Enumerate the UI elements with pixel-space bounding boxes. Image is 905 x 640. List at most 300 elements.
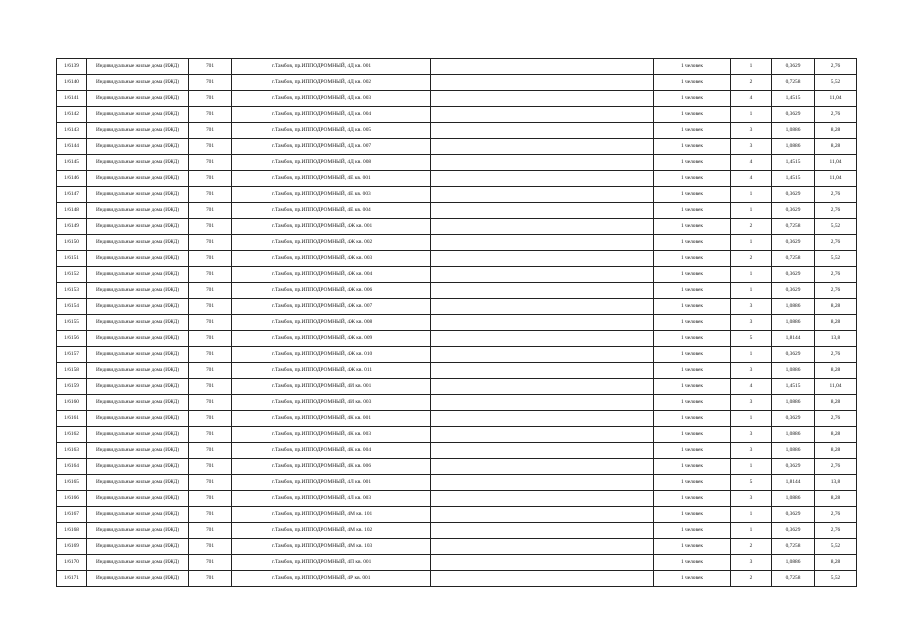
code-cell: 701 — [189, 315, 232, 331]
unit-cell: 1 человек — [654, 107, 731, 123]
row-id-cell: 1/6143 — [57, 123, 87, 139]
quantity-cell: 1 — [731, 347, 772, 363]
coefficient-cell: 1,0886 — [772, 299, 815, 315]
quantity-cell: 1 — [731, 107, 772, 123]
amount-cell: 5,52 — [815, 75, 857, 91]
quantity-cell: 3 — [731, 139, 772, 155]
unit-cell: 1 человек — [654, 555, 731, 571]
coefficient-cell: 1,0886 — [772, 443, 815, 459]
housing-type-cell: Индивидуальные жилые дома (ИЖД) — [87, 443, 189, 459]
row-id-cell: 1/6171 — [57, 571, 87, 587]
table-row — [57, 299, 857, 315]
amount-cell: 8,28 — [815, 443, 857, 459]
code-cell: 701 — [189, 427, 232, 443]
code-cell: 701 — [189, 523, 232, 539]
notes-cell — [431, 219, 654, 235]
table-row — [57, 363, 857, 379]
quantity-cell: 3 — [731, 315, 772, 331]
unit-cell: 1 человек — [654, 267, 731, 283]
amount-cell: 13,8 — [815, 331, 857, 347]
address-cell: г.Тамбов, пр.ИППОДРОМНЫЙ, 4Д кв. 005 — [232, 123, 431, 139]
code-cell: 701 — [189, 571, 232, 587]
coefficient-cell: 0,3629 — [772, 267, 815, 283]
amount-cell: 8,28 — [815, 395, 857, 411]
coefficient-cell: 1,0886 — [772, 427, 815, 443]
housing-type-cell: Индивидуальные жилые дома (ИЖД) — [87, 283, 189, 299]
amount-cell: 2,76 — [815, 411, 857, 427]
coefficient-cell: 1,0886 — [772, 491, 815, 507]
row-id-cell: 1/6151 — [57, 251, 87, 267]
coefficient-cell: 1,0886 — [772, 395, 815, 411]
notes-cell — [431, 459, 654, 475]
unit-cell: 1 человек — [654, 427, 731, 443]
housing-type-cell: Индивидуальные жилые дома (ИЖД) — [87, 475, 189, 491]
row-id-cell: 1/6167 — [57, 507, 87, 523]
notes-cell — [431, 155, 654, 171]
row-id-cell: 1/6161 — [57, 411, 87, 427]
address-cell: г.Тамбов, пр.ИППОДРОМНЫЙ, 4Д кв. 004 — [232, 107, 431, 123]
code-cell: 701 — [189, 59, 232, 75]
housing-type-cell: Индивидуальные жилые дома (ИЖД) — [87, 491, 189, 507]
table-row — [57, 331, 857, 347]
address-cell: г.Тамбов, пр.ИППОДРОМНЫЙ, 4Д кв. 003 — [232, 91, 431, 107]
table-row — [57, 459, 857, 475]
unit-cell: 1 человек — [654, 283, 731, 299]
quantity-cell: 3 — [731, 123, 772, 139]
code-cell: 701 — [189, 267, 232, 283]
code-cell: 701 — [189, 555, 232, 571]
address-cell: г.Тамбов, пр.ИППОДРОМНЫЙ, 4Д кв. 002 — [232, 75, 431, 91]
notes-cell — [431, 411, 654, 427]
address-cell: г.Тамбов, пр.ИППОДРОМНЫЙ, 4Ж кв. 010 — [232, 347, 431, 363]
address-cell: г.Тамбов, пр.ИППОДРОМНЫЙ, 4К кв. 006 — [232, 459, 431, 475]
amount-cell: 11,04 — [815, 155, 857, 171]
amount-cell: 8,28 — [815, 299, 857, 315]
amount-cell: 8,28 — [815, 315, 857, 331]
table-row — [57, 155, 857, 171]
coefficient-cell: 0,3629 — [772, 347, 815, 363]
quantity-cell: 1 — [731, 203, 772, 219]
housing-type-cell: Индивидуальные жилые дома (ИЖД) — [87, 539, 189, 555]
row-id-cell: 1/6169 — [57, 539, 87, 555]
unit-cell: 1 человек — [654, 395, 731, 411]
unit-cell: 1 человек — [654, 155, 731, 171]
notes-cell — [431, 331, 654, 347]
address-cell: г.Тамбов, пр.ИППОДРОМНЫЙ, 4К кв. 001 — [232, 411, 431, 427]
coefficient-cell: 1,4515 — [772, 379, 815, 395]
code-cell: 701 — [189, 171, 232, 187]
table-row — [57, 203, 857, 219]
table-row — [57, 427, 857, 443]
address-cell: г.Тамбов, пр.ИППОДРОМНЫЙ, 4Д кв. 001 — [232, 59, 431, 75]
amount-cell: 11,04 — [815, 379, 857, 395]
code-cell: 701 — [189, 75, 232, 91]
amount-cell: 8,28 — [815, 363, 857, 379]
coefficient-cell: 1,4515 — [772, 171, 815, 187]
coefficient-cell: 0,3629 — [772, 59, 815, 75]
code-cell: 701 — [189, 187, 232, 203]
unit-cell: 1 человек — [654, 363, 731, 379]
housing-type-cell: Индивидуальные жилые дома (ИЖД) — [87, 139, 189, 155]
notes-cell — [431, 363, 654, 379]
coefficient-cell: 0,3629 — [772, 283, 815, 299]
row-id-cell: 1/6153 — [57, 283, 87, 299]
quantity-cell: 3 — [731, 491, 772, 507]
coefficient-cell: 0,3629 — [772, 507, 815, 523]
notes-cell — [431, 299, 654, 315]
row-id-cell: 1/6142 — [57, 107, 87, 123]
code-cell: 701 — [189, 283, 232, 299]
unit-cell: 1 человек — [654, 219, 731, 235]
amount-cell: 2,76 — [815, 59, 857, 75]
coefficient-cell: 0,7258 — [772, 539, 815, 555]
row-id-cell: 1/6168 — [57, 523, 87, 539]
row-id-cell: 1/6170 — [57, 555, 87, 571]
row-id-cell: 1/6155 — [57, 315, 87, 331]
quantity-cell: 1 — [731, 235, 772, 251]
address-cell: г.Тамбов, пр.ИППОДРОМНЫЙ, 4Е кв. 001 — [232, 171, 431, 187]
row-id-cell: 1/6159 — [57, 379, 87, 395]
address-cell: г.Тамбов, пр.ИППОДРОМНЫЙ, 4И кв. 003 — [232, 395, 431, 411]
notes-cell — [431, 251, 654, 267]
notes-cell — [431, 523, 654, 539]
code-cell: 701 — [189, 219, 232, 235]
unit-cell: 1 человек — [654, 523, 731, 539]
quantity-cell: 2 — [731, 571, 772, 587]
notes-cell — [431, 203, 654, 219]
amount-cell: 5,52 — [815, 571, 857, 587]
quantity-cell: 1 — [731, 59, 772, 75]
row-id-cell: 1/6149 — [57, 219, 87, 235]
coefficient-cell: 1,8144 — [772, 475, 815, 491]
notes-cell — [431, 187, 654, 203]
code-cell: 701 — [189, 91, 232, 107]
housing-type-cell: Индивидуальные жилые дома (ИЖД) — [87, 523, 189, 539]
table-body — [57, 59, 857, 587]
notes-cell — [431, 475, 654, 491]
address-cell: г.Тамбов, пр.ИППОДРОМНЫЙ, 4Д кв. 007 — [232, 139, 431, 155]
housing-type-cell: Индивидуальные жилые дома (ИЖД) — [87, 267, 189, 283]
address-cell: г.Тамбов, пр.ИППОДРОМНЫЙ, 4Ж кв. 009 — [232, 331, 431, 347]
housing-type-cell: Индивидуальные жилые дома (ИЖД) — [87, 59, 189, 75]
row-id-cell: 1/6158 — [57, 363, 87, 379]
amount-cell: 11,04 — [815, 91, 857, 107]
code-cell: 701 — [189, 363, 232, 379]
notes-cell — [431, 123, 654, 139]
code-cell: 701 — [189, 107, 232, 123]
notes-cell — [431, 539, 654, 555]
row-id-cell: 1/6166 — [57, 491, 87, 507]
amount-cell: 2,76 — [815, 107, 857, 123]
housing-type-cell: Индивидуальные жилые дома (ИЖД) — [87, 507, 189, 523]
code-cell: 701 — [189, 507, 232, 523]
quantity-cell: 1 — [731, 507, 772, 523]
row-id-cell: 1/6140 — [57, 75, 87, 91]
address-cell: г.Тамбов, пр.ИППОДРОМНЫЙ, 4Ж кв. 001 — [232, 219, 431, 235]
housing-type-cell: Индивидуальные жилые дома (ИЖД) — [87, 171, 189, 187]
amount-cell: 8,28 — [815, 555, 857, 571]
code-cell: 701 — [189, 123, 232, 139]
quantity-cell: 1 — [731, 187, 772, 203]
code-cell: 701 — [189, 299, 232, 315]
address-cell: г.Тамбов, пр.ИППОДРОМНЫЙ, 4М кв. 103 — [232, 539, 431, 555]
address-cell: г.Тамбов, пр.ИППОДРОМНЫЙ, 4К кв. 004 — [232, 443, 431, 459]
notes-cell — [431, 75, 654, 91]
code-cell: 701 — [189, 395, 232, 411]
unit-cell: 1 человек — [654, 251, 731, 267]
amount-cell: 2,76 — [815, 507, 857, 523]
unit-cell: 1 человек — [654, 459, 731, 475]
coefficient-cell: 0,3629 — [772, 523, 815, 539]
coefficient-cell: 0,7258 — [772, 219, 815, 235]
amount-cell: 2,76 — [815, 187, 857, 203]
housing-type-cell: Индивидуальные жилые дома (ИЖД) — [87, 187, 189, 203]
amount-cell: 2,76 — [815, 347, 857, 363]
code-cell: 701 — [189, 379, 232, 395]
notes-cell — [431, 507, 654, 523]
table-row — [57, 475, 857, 491]
row-id-cell: 1/6160 — [57, 395, 87, 411]
address-cell: г.Тамбов, пр.ИППОДРОМНЫЙ, 4Е кв. 004 — [232, 203, 431, 219]
table-row — [57, 107, 857, 123]
address-cell: г.Тамбов, пр.ИППОДРОМНЫЙ, 4К кв. 003 — [232, 427, 431, 443]
quantity-cell: 1 — [731, 283, 772, 299]
table-row — [57, 555, 857, 571]
housing-type-cell: Индивидуальные жилые дома (ИЖД) — [87, 251, 189, 267]
code-cell: 701 — [189, 235, 232, 251]
address-cell: г.Тамбов, пр.ИППОДРОМНЫЙ, 4Ж кв. 002 — [232, 235, 431, 251]
amount-cell: 5,52 — [815, 251, 857, 267]
notes-cell — [431, 139, 654, 155]
table-row — [57, 235, 857, 251]
address-cell: г.Тамбов, пр.ИППОДРОМНЫЙ, 4Е кв. 003 — [232, 187, 431, 203]
address-cell: г.Тамбов, пр.ИППОДРОМНЫЙ, 4Ж кв. 007 — [232, 299, 431, 315]
code-cell: 701 — [189, 443, 232, 459]
notes-cell — [431, 395, 654, 411]
amount-cell: 2,76 — [815, 235, 857, 251]
unit-cell: 1 человек — [654, 347, 731, 363]
amount-cell: 2,76 — [815, 523, 857, 539]
coefficient-cell: 0,7258 — [772, 251, 815, 267]
housing-type-cell: Индивидуальные жилые дома (ИЖД) — [87, 571, 189, 587]
quantity-cell: 1 — [731, 411, 772, 427]
code-cell: 701 — [189, 347, 232, 363]
row-id-cell: 1/6156 — [57, 331, 87, 347]
address-cell: г.Тамбов, пр.ИППОДРОМНЫЙ, 4Ж кв. 011 — [232, 363, 431, 379]
coefficient-cell: 0,3629 — [772, 235, 815, 251]
unit-cell: 1 человек — [654, 59, 731, 75]
housing-type-cell: Индивидуальные жилые дома (ИЖД) — [87, 555, 189, 571]
unit-cell: 1 человек — [654, 171, 731, 187]
table-row — [57, 491, 857, 507]
housing-type-cell: Индивидуальные жилые дома (ИЖД) — [87, 75, 189, 91]
quantity-cell: 3 — [731, 555, 772, 571]
housing-type-cell: Индивидуальные жилые дома (ИЖД) — [87, 347, 189, 363]
address-cell: г.Тамбов, пр.ИППОДРОМНЫЙ, 4Ж кв. 004 — [232, 267, 431, 283]
quantity-cell: 4 — [731, 91, 772, 107]
row-id-cell: 1/6144 — [57, 139, 87, 155]
row-id-cell: 1/6145 — [57, 155, 87, 171]
quantity-cell: 1 — [731, 267, 772, 283]
amount-cell: 2,76 — [815, 267, 857, 283]
address-cell: г.Тамбов, пр.ИППОДРОМНЫЙ, 4Д кв. 008 — [232, 155, 431, 171]
housing-type-cell: Индивидуальные жилые дома (ИЖД) — [87, 411, 189, 427]
coefficient-cell: 0,3629 — [772, 187, 815, 203]
address-cell: г.Тамбов, пр.ИППОДРОМНЫЙ, 4И кв. 001 — [232, 379, 431, 395]
address-cell: г.Тамбов, пр.ИППОДРОМНЫЙ, 4Л кв. 003 — [232, 491, 431, 507]
housing-type-cell: Индивидуальные жилые дома (ИЖД) — [87, 123, 189, 139]
housing-type-cell: Индивидуальные жилые дома (ИЖД) — [87, 107, 189, 123]
quantity-cell: 4 — [731, 171, 772, 187]
coefficient-cell: 0,7258 — [772, 75, 815, 91]
housing-type-cell: Индивидуальные жилые дома (ИЖД) — [87, 219, 189, 235]
address-cell: г.Тамбов, пр.ИППОДРОМНЫЙ, 4П кв. 001 — [232, 555, 431, 571]
unit-cell: 1 человек — [654, 539, 731, 555]
notes-cell — [431, 171, 654, 187]
coefficient-cell: 0,7258 — [772, 571, 815, 587]
coefficient-cell: 1,4515 — [772, 91, 815, 107]
unit-cell: 1 человек — [654, 475, 731, 491]
code-cell: 701 — [189, 203, 232, 219]
amount-cell: 2,76 — [815, 459, 857, 475]
coefficient-cell: 0,3629 — [772, 107, 815, 123]
table-row — [57, 219, 857, 235]
amount-cell: 2,76 — [815, 203, 857, 219]
code-cell: 701 — [189, 539, 232, 555]
housing-type-cell: Индивидуальные жилые дома (ИЖД) — [87, 91, 189, 107]
row-id-cell: 1/6146 — [57, 171, 87, 187]
amount-cell: 8,28 — [815, 123, 857, 139]
address-cell: г.Тамбов, пр.ИППОДРОМНЫЙ, 4Р кв. 001 — [232, 571, 431, 587]
amount-cell: 5,52 — [815, 539, 857, 555]
amount-cell: 2,76 — [815, 283, 857, 299]
amount-cell: 8,28 — [815, 427, 857, 443]
table-row — [57, 571, 857, 587]
housing-type-cell: Индивидуальные жилые дома (ИЖД) — [87, 203, 189, 219]
quantity-cell: 2 — [731, 219, 772, 235]
notes-cell — [431, 555, 654, 571]
unit-cell: 1 человек — [654, 187, 731, 203]
table-row — [57, 171, 857, 187]
code-cell: 701 — [189, 155, 232, 171]
row-id-cell: 1/6165 — [57, 475, 87, 491]
row-id-cell: 1/6150 — [57, 235, 87, 251]
amount-cell: 13,8 — [815, 475, 857, 491]
table-row — [57, 347, 857, 363]
coefficient-cell: 1,0886 — [772, 139, 815, 155]
unit-cell: 1 человек — [654, 203, 731, 219]
code-cell: 701 — [189, 475, 232, 491]
table-row — [57, 443, 857, 459]
row-id-cell: 1/6154 — [57, 299, 87, 315]
quantity-cell: 3 — [731, 363, 772, 379]
row-id-cell: 1/6141 — [57, 91, 87, 107]
table-row — [57, 267, 857, 283]
table-row — [57, 123, 857, 139]
unit-cell: 1 человек — [654, 443, 731, 459]
unit-cell: 1 человек — [654, 315, 731, 331]
quantity-cell: 1 — [731, 459, 772, 475]
notes-cell — [431, 283, 654, 299]
coefficient-cell: 0,3629 — [772, 459, 815, 475]
data-table — [56, 58, 857, 587]
coefficient-cell: 1,0886 — [772, 555, 815, 571]
quantity-cell: 3 — [731, 427, 772, 443]
amount-cell: 11,04 — [815, 171, 857, 187]
code-cell: 701 — [189, 411, 232, 427]
address-cell: г.Тамбов, пр.ИППОДРОМНЫЙ, 4Л кв. 001 — [232, 475, 431, 491]
quantity-cell: 2 — [731, 251, 772, 267]
notes-cell — [431, 315, 654, 331]
housing-type-cell: Индивидуальные жилые дома (ИЖД) — [87, 299, 189, 315]
table-row — [57, 379, 857, 395]
row-id-cell: 1/6157 — [57, 347, 87, 363]
unit-cell: 1 человек — [654, 507, 731, 523]
table-row — [57, 251, 857, 267]
unit-cell: 1 человек — [654, 75, 731, 91]
quantity-cell: 5 — [731, 331, 772, 347]
code-cell: 701 — [189, 251, 232, 267]
amount-cell: 5,52 — [815, 219, 857, 235]
row-id-cell: 1/6164 — [57, 459, 87, 475]
housing-type-cell: Индивидуальные жилые дома (ИЖД) — [87, 427, 189, 443]
unit-cell: 1 человек — [654, 123, 731, 139]
housing-type-cell: Индивидуальные жилые дома (ИЖД) — [87, 379, 189, 395]
table-row — [57, 139, 857, 155]
notes-cell — [431, 491, 654, 507]
address-cell: г.Тамбов, пр.ИППОДРОМНЫЙ, 4Ж кв. 008 — [232, 315, 431, 331]
row-id-cell: 1/6162 — [57, 427, 87, 443]
coefficient-cell: 0,3629 — [772, 411, 815, 427]
code-cell: 701 — [189, 491, 232, 507]
housing-type-cell: Индивидуальные жилые дома (ИЖД) — [87, 363, 189, 379]
code-cell: 701 — [189, 331, 232, 347]
code-cell: 701 — [189, 139, 232, 155]
housing-type-cell: Индивидуальные жилые дома (ИЖД) — [87, 331, 189, 347]
quantity-cell: 3 — [731, 443, 772, 459]
quantity-cell: 4 — [731, 379, 772, 395]
unit-cell: 1 человек — [654, 299, 731, 315]
notes-cell — [431, 267, 654, 283]
table-row — [57, 395, 857, 411]
table-row — [57, 91, 857, 107]
table-row — [57, 523, 857, 539]
amount-cell: 8,28 — [815, 491, 857, 507]
row-id-cell: 1/6163 — [57, 443, 87, 459]
address-cell: г.Тамбов, пр.ИППОДРОМНЫЙ, 4М кв. 101 — [232, 507, 431, 523]
coefficient-cell: 1,0886 — [772, 315, 815, 331]
unit-cell: 1 человек — [654, 331, 731, 347]
coefficient-cell: 1,0886 — [772, 363, 815, 379]
notes-cell — [431, 107, 654, 123]
notes-cell — [431, 91, 654, 107]
notes-cell — [431, 571, 654, 587]
table-row — [57, 187, 857, 203]
table-row — [57, 539, 857, 555]
housing-type-cell: Индивидуальные жилые дома (ИЖД) — [87, 235, 189, 251]
address-cell: г.Тамбов, пр.ИППОДРОМНЫЙ, 4Ж кв. 003 — [232, 251, 431, 267]
quantity-cell: 5 — [731, 475, 772, 491]
row-id-cell: 1/6147 — [57, 187, 87, 203]
unit-cell: 1 человек — [654, 491, 731, 507]
housing-type-cell: Индивидуальные жилые дома (ИЖД) — [87, 395, 189, 411]
unit-cell: 1 человек — [654, 571, 731, 587]
unit-cell: 1 человек — [654, 91, 731, 107]
notes-cell — [431, 347, 654, 363]
unit-cell: 1 человек — [654, 411, 731, 427]
unit-cell: 1 человек — [654, 139, 731, 155]
notes-cell — [431, 379, 654, 395]
